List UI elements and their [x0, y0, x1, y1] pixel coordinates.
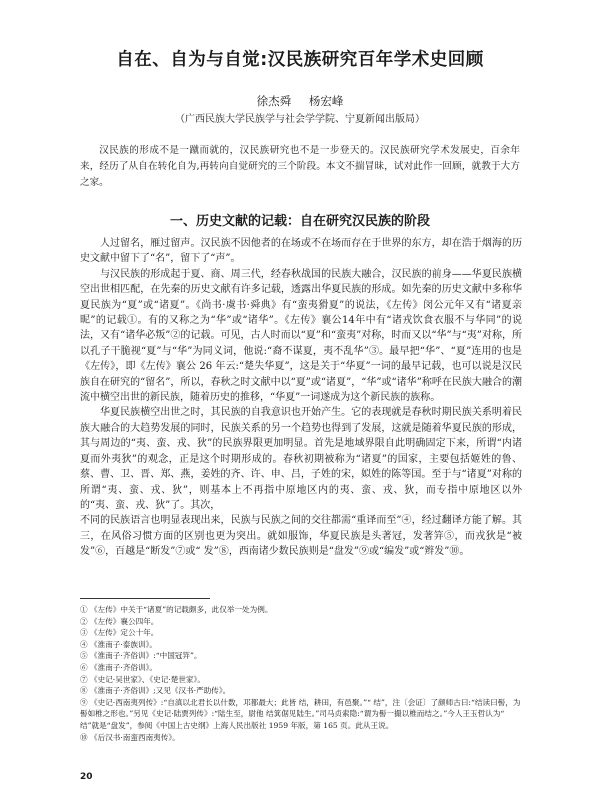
section-body — [80, 236, 522, 560]
page-number: 20 — [80, 772, 93, 782]
abstract: 汉民族的形成不是一蹴而就的，汉民族研究也不是一步登天的。汉民族研究学术发展史，百余年来，经历了从自在转化自为,再转向自觉研究的三个阶段。本文不揣冒昧，试对此作一回顾，就教于大方之家。 — [80, 145, 520, 188]
article-title: 自在、自为与自觉:汉民族研究百年学术史回顾 — [116, 50, 484, 70]
footnote: ⑨ 《史记·西南夷列传》:“自滇以北君长以什数，邛都最大；此皆 结，耕田，有邑聚。”“ 结”，注〔会证〕了颜师古曰:“结读曰髻，为髻如椎之形也。”另见《史记·陆贾列传》:“陆生至，尉他 结箕倨见陆生。”司马贞索隐:“谓为髻一撮以椎而结之。”今人王玉哲认为“ 结”就是“盘发”，参阅《中国上古史纲》上海人民出版社 1959 年版，第 165 页。此从王说。 — [80, 697, 521, 730]
body-paragraph: 华夏民族横空出世之时，其民族的自我意识也开始产生。它的表现就是春秋时期民族关系明着民族大融合的大趋势发展的同时，民族关系的另一个趋势也得到了发展，这就是随着华夏民族的形成，其与周边的“夷、蛮、戎、狄”的民族界限更加明显。首先是地域界限自此明确固定下来，所谓“内诸夏而外夷狄”的观念，正是这个时期形成的。春秋初期被称为“诸夏”的国家，主要包括姬姓的鲁、蔡、曹、卫、晋、郑、燕，姜姓的齐、许、申、吕，子姓的宋，姒姓的陈等国。至于与“诸夏”对称的所谓“夷、蛮、戎、狄”，则基本上不再指中原地区内的夷、蛮、戎、狄，而专指中原地区以外的“夷、蛮、戎、狄”了。其次， — [80, 407, 522, 511]
body-paragraph-continued: 不同的民族语言也明显表现出来，民族与民族之间的交往都需“重译而至”④，经过翻译方能了解。其三，在风俗习惯方面的区别也更为突出。就如服饰，华夏民族是头著冠，发著笄⑤，而戎狄是“被发”⑥，百越是“断发”⑦或“ 发”⑧，西南诸少数民族则是“盘发”⑨或“编发”或“辫发”⑩。 — [80, 515, 522, 558]
article-authors: 徐杰舜 杨宏峰 — [256, 94, 344, 108]
author-affiliation: （广西民族大学民族学与社会学学院、宁夏新闻出版局） — [175, 114, 425, 125]
section-heading: 一、历史文献的记载：自在研究汉民族的阶段 — [169, 214, 430, 229]
footnote: ① 《左传》中关于“诸夏”的记载颇多，此仅举一处为例。 — [80, 605, 273, 614]
footnote: ⑦ 《史记·吴世家》、《史记·楚世家》。 — [80, 674, 205, 684]
body-paragraph: 人过留名，雁过留声。汉民族不因他者的在场或不在场而存在于世界的东方，却在浩于烟海的历史文献中留下了“名”，留下了“声”。 — [80, 238, 522, 265]
footnote-divider — [80, 598, 210, 599]
footnote: ② 《左传》襄公四年。 — [80, 616, 159, 626]
body-paragraph: 与汉民族的形成起于夏、商、周三代，经春秋战国的民族大融合，汉民族的前身——华夏民族横空出世相匹配，在先秦的历史文献有许多记载，透露出华夏民族的形成。如先秦的历史文献中多称华夏民族为“夏”或“诸夏”。《尚书·虞书·舜典》有“蛮夷猾夏”的说法，《左传》闵公元年又有“诸夏亲昵”的记载①。有的又称之为“华”或“诸华”。《左传》襄公14年中有“诸戎饮食衣服不与华同”的说法，又有“诸华必叛”②的记载。可见，古人时而以“夏”和“蛮夷”对称，时而又以“华”与“夷”对称，所以孔子干脆视“夏”与“华”为同义词，他说:“裔不谋夏，夷不乱华”③。最早把“华”、“夏”连用的也是《左传》，即《左传》襄公 26 年云:“楚失华夏”，这是关于“华夏”一词的最早记载，也可以说是汉民族自在研究的“留名”，所以，春秋之时文献中以“夏”或“诸夏”，“华”或“诸华”称呼在民族大融合的潮流中横空出世的新民族，随着历史的推移，“华夏”一词遂成为这个新民族的族称。 — [80, 268, 522, 404]
footnote: ④ 《淮南子·泰族训》。 — [80, 639, 157, 649]
footnote: ③ 《左传》定公十年。 — [80, 628, 159, 638]
footnote: ⑩ 《后汉书·南蛮西南夷传》。 — [80, 732, 180, 742]
footnotes — [80, 604, 525, 743]
footnote: ⑤ 《淮南子·齐俗训》:“中国冠笄”。 — [80, 651, 202, 661]
footnote: ⑥ 《淮南子·齐俗训》。 — [80, 662, 157, 672]
footnote: ⑧ 《淮南子·齐俗训》;又见《汉书·严助传》。 — [80, 686, 231, 696]
